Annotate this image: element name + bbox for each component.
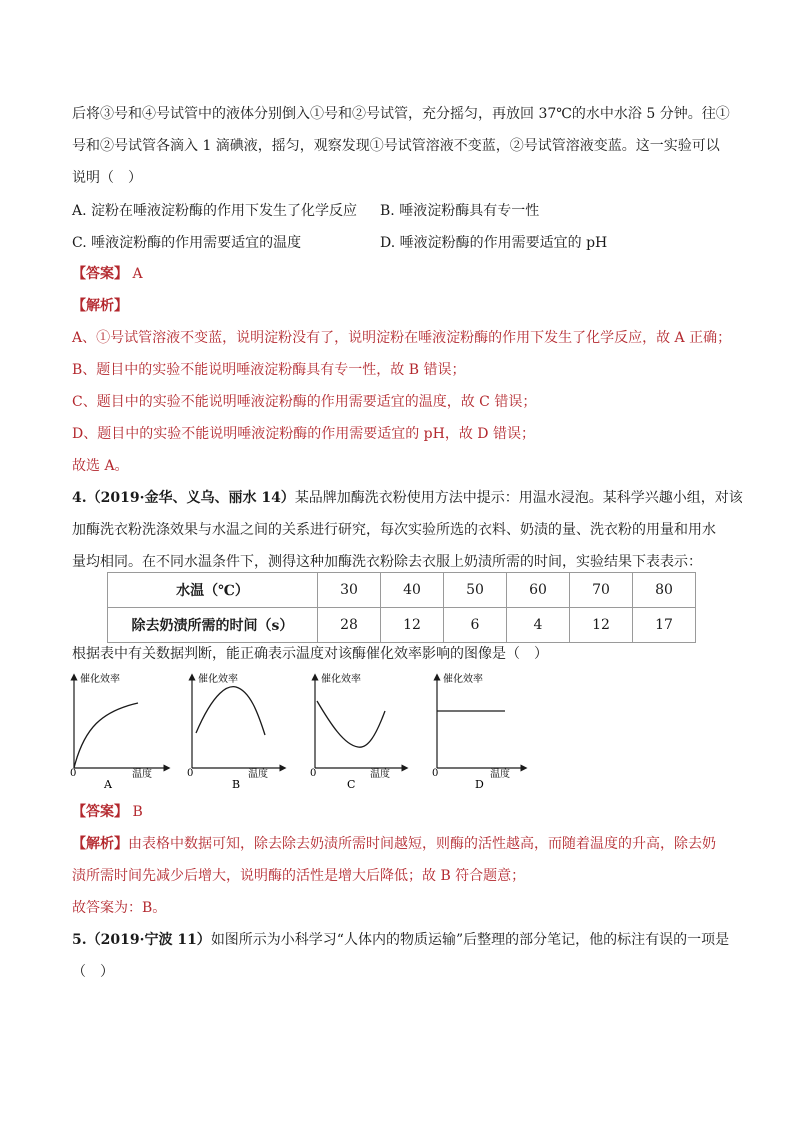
q4-data-table	[107, 572, 696, 643]
q4-answer-value: B	[128, 804, 143, 820]
table-cell: 50	[444, 573, 507, 608]
q5-stem-text-1: 如图所示为小科学习“人体内的物质运输”后整理的部分笔记，他的标注有误的一项是	[210, 932, 730, 948]
q3-options-row-2	[72, 232, 724, 252]
table-cell: 12	[381, 608, 444, 643]
q5-stem-line-2: （ ）	[72, 964, 114, 980]
table-cell: 28	[318, 608, 381, 643]
graph-a-x-label: 温度	[132, 769, 152, 780]
q3-answer-label: 【答案】	[72, 266, 128, 282]
q3-option-b: B. 唾液淀粉酶具有专一性	[380, 203, 540, 219]
q4-question: 根据表中有关数据判断，能正确表示温度对该酶催化效率影响的图像是（ ）	[72, 646, 548, 662]
q5-number-source: 5.（2019·宁波 11）	[72, 932, 211, 948]
q4-answer	[72, 802, 143, 822]
graph-c-x-label: 温度	[370, 769, 390, 780]
graph-b-curve	[196, 687, 265, 735]
table-cell: 70	[570, 573, 633, 608]
table-header-temperature: 水温（℃）	[108, 573, 318, 608]
q4-analysis-line-1	[72, 834, 716, 854]
q3-stem-line-2: 号和②号试管各滴入 1 滴碘液，摇匀，观察发现①号试管溶液不变蓝，②号试管溶液变蓝。这一实验可以	[72, 138, 720, 154]
table-cell: 6	[444, 608, 507, 643]
table-header-time: 除去奶渍所需的时间（s）	[108, 608, 318, 643]
graph-c-y-label: 催化效率	[321, 674, 361, 685]
q4-answer-label: 【答案】	[72, 804, 128, 820]
graph-d-letter: D	[475, 778, 484, 791]
graph-a-y-label: 催化效率	[80, 674, 120, 685]
q3-analysis-d: D、题目中的实验不能说明唾液淀粉酶的作用需要适宜的 pH，故 D 错误；	[72, 426, 535, 442]
q4-stem-text-1: 某品牌加酶洗衣粉使用方法中提示：用温水浸泡。某科学兴趣小组，对该	[294, 490, 743, 506]
q3-options-row-1	[72, 200, 724, 220]
table-row	[108, 573, 696, 608]
graph-b-y-label: 催化效率	[198, 674, 238, 685]
q5-stem-line-1	[72, 930, 729, 950]
q3-stem-line-3: 说明（ ）	[72, 170, 142, 186]
q3-analysis-b: B、题目中的实验不能说明唾液淀粉酶具有专一性，故 B 错误；	[72, 362, 466, 378]
graph-c-origin: 0	[310, 768, 317, 779]
graph-a-letter: A	[104, 778, 112, 791]
q4-option-graphs	[72, 673, 532, 793]
q4-stem-line-2: 加酶洗衣粉洗涤效果与水温之间的关系进行研究，每次实验所选的衣料、奶渍的量、洗衣粉的用量和用水	[72, 522, 716, 538]
table-cell: 4	[507, 608, 570, 643]
graph-b-origin: 0	[187, 768, 194, 779]
graph-d-origin: 0	[432, 768, 439, 779]
graph-b-letter: B	[232, 778, 241, 791]
q3-option-d: D. 唾液淀粉酶的作用需要适宜的 pH	[380, 235, 608, 251]
table-cell: 12	[570, 608, 633, 643]
q4-analysis-text-1: 由表格中数据可知，除去除去奶渍所需时间越短，则酶的活性越高，而随着温度的升高，除去奶	[128, 836, 716, 852]
q4-conclusion: 故答案为：B。	[72, 900, 167, 916]
q3-option-a: A. 淀粉在唾液淀粉酶的作用下发生了化学反应	[72, 203, 358, 219]
q3-option-c: C. 唾液淀粉酶的作用需要适宜的温度	[72, 235, 302, 251]
q4-stem-line-1	[72, 488, 743, 508]
graph-c	[310, 672, 405, 791]
q4-analysis-label: 【解析】	[72, 836, 128, 852]
q3-analysis-a: A、①号试管溶液不变蓝，说明淀粉没有了，说明淀粉在唾液淀粉酶的作用下发生了化学反应，故 A 正确；	[72, 330, 732, 346]
graph-d-x-label: 温度	[490, 769, 510, 780]
graph-c-letter: C	[347, 778, 356, 791]
q3-conclusion: 故选 A。	[72, 458, 129, 474]
q3-analysis-heading	[72, 296, 128, 316]
q4-graphs-svg	[72, 673, 532, 793]
table-cell: 80	[633, 573, 696, 608]
q3-answer-value: A	[128, 266, 143, 282]
graph-b	[187, 672, 283, 791]
table-cell: 30	[318, 573, 381, 608]
table-row	[108, 608, 696, 643]
q3-stem-line-1: 后将③号和④号试管中的液体分别倒入①号和②号试管，充分摇匀，再放回 37℃的水中水浴 5 分钟。往①	[72, 106, 730, 122]
table-cell: 17	[633, 608, 696, 643]
table-cell: 40	[381, 573, 444, 608]
q4-stem-line-3: 量均相同。在不同水温条件下，测得这种加酶洗衣粉除去衣服上奶渍所需的时间，实验结果下表表示：	[72, 554, 702, 570]
table-cell: 60	[507, 573, 570, 608]
q4-analysis-line-2: 渍所需时间先减少后增大，说明酶的活性是增大后降低；故 B 符合题意；	[72, 868, 526, 884]
graph-a-curve	[74, 703, 138, 768]
q3-answer	[72, 264, 143, 284]
graph-c-curve	[317, 701, 385, 747]
graph-a-origin: 0	[70, 768, 77, 779]
q3-analysis-c: C、题目中的实验不能说明唾液淀粉酶的作用需要适宜的温度，故 C 错误；	[72, 394, 537, 410]
graph-b-x-label: 温度	[248, 769, 268, 780]
graph-d	[432, 672, 524, 791]
q3-analysis-label: 【解析】	[72, 298, 128, 314]
graph-d-y-label: 催化效率	[443, 674, 483, 685]
graph-a	[70, 672, 167, 791]
q4-number-source: 4.（2019·金华、义乌、丽水 14）	[72, 490, 295, 506]
